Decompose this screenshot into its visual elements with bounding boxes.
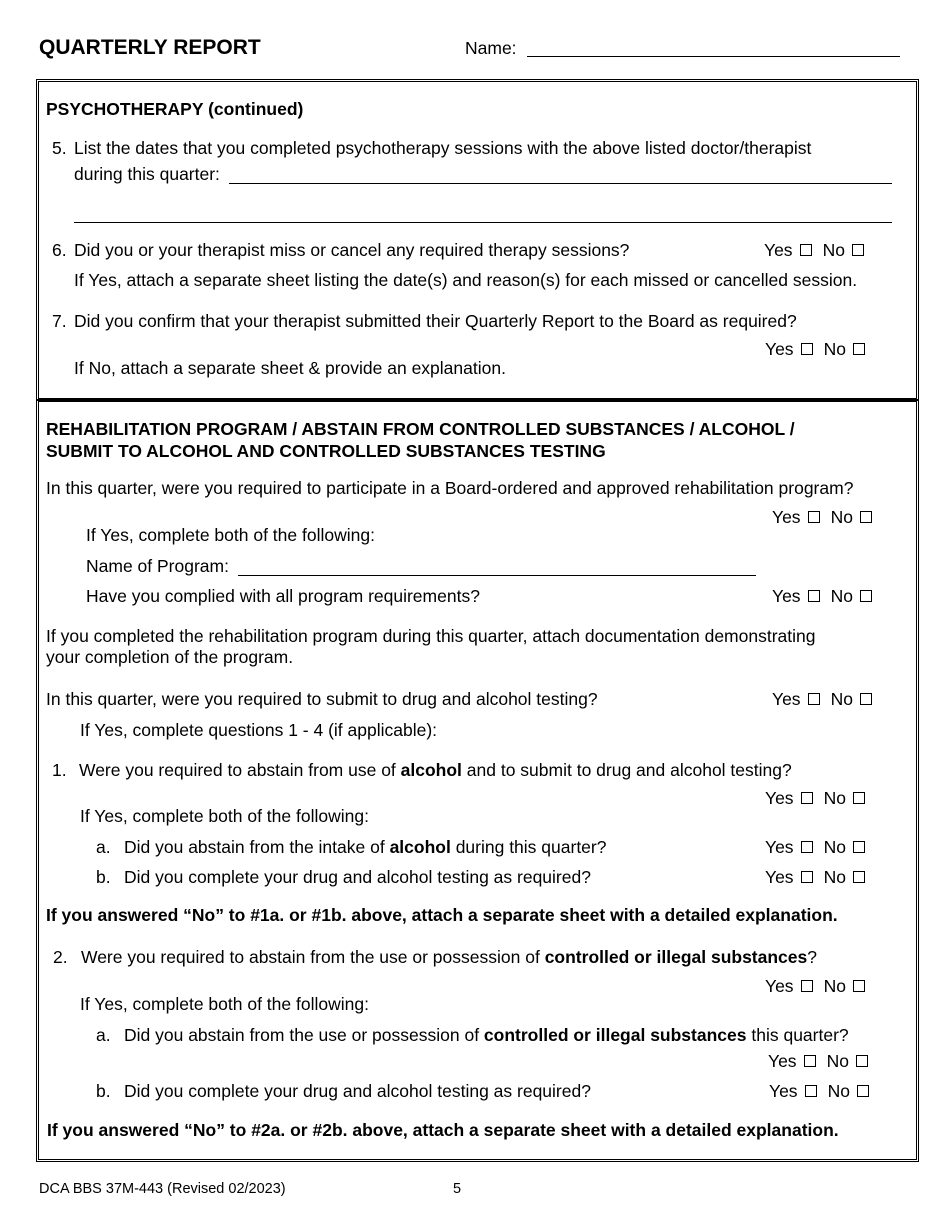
q2-text: Were you required to abstain from the use or possession of controlled or illegal substances?	[81, 947, 817, 967]
page-number: 5	[453, 1181, 462, 1197]
page-title: QUARTERLY REPORT	[39, 36, 261, 59]
program-name-field[interactable]	[238, 556, 756, 576]
yes-label: Yes	[772, 689, 801, 709]
yes-label: Yes	[772, 507, 801, 527]
no-label: No	[822, 240, 845, 260]
q5-dates-field-1[interactable]	[229, 164, 892, 184]
q2b-no-checkbox[interactable]	[857, 1085, 869, 1097]
q5-text-cont: during this quarter:	[74, 164, 220, 184]
q2-if-yes: If Yes, complete both of the following:	[80, 994, 369, 1014]
q1a-text: Did you abstain from the intake of alcohol during this quarter?	[124, 837, 607, 857]
testing-no-checkbox[interactable]	[860, 693, 872, 705]
q1a-no-checkbox[interactable]	[853, 841, 865, 853]
q2b-yes-checkbox[interactable]	[805, 1085, 817, 1097]
no-label: No	[830, 586, 853, 606]
psychotherapy-heading: PSYCHOTHERAPY (continued)	[46, 99, 304, 119]
q2a-text: Did you abstain from the use or possession of controlled or illegal substances this quarter?	[124, 1025, 849, 1045]
q1a-yes-checkbox[interactable]	[801, 841, 813, 853]
yes-label: Yes	[765, 837, 794, 857]
program-no-checkbox[interactable]	[860, 511, 872, 523]
testing-if-yes: If Yes, complete questions 1 - 4 (if applicable):	[80, 720, 438, 740]
yes-label: Yes	[764, 240, 793, 260]
q1-text: Were you required to abstain from use of alcohol and to submit to drug and alcohol testing?	[79, 760, 792, 780]
yes-label: Yes	[768, 1051, 797, 1071]
q2a-yes-checkbox[interactable]	[804, 1055, 816, 1067]
q1-no-checkbox[interactable]	[853, 792, 865, 804]
yes-label: Yes	[765, 976, 794, 996]
q6-text: Did you or your therapist miss or cancel any required therapy sessions?	[74, 240, 630, 260]
complied-yes-checkbox[interactable]	[808, 590, 820, 602]
q6-no-checkbox[interactable]	[852, 244, 864, 256]
complied-no-checkbox[interactable]	[860, 590, 872, 602]
program-name-label: Name of Program:	[86, 556, 229, 576]
q5-text: List the dates that you completed psychotherapy sessions with the above listed doctor/therapist	[74, 138, 812, 158]
q6-yes-checkbox[interactable]	[800, 244, 812, 256]
testing-yes-no	[772, 689, 872, 710]
rehab-heading-1: REHABILITATION PROGRAM / ABSTAIN FROM CONTROLLED SUBSTANCES / ALCOHOL /	[46, 419, 795, 439]
program-if-yes: If Yes, complete both of the following:	[86, 525, 375, 545]
q1b-yes-no	[765, 867, 865, 888]
q2-number: 2.	[53, 947, 68, 967]
complied-yes-no	[772, 586, 872, 607]
q6-note: If Yes, attach a separate sheet listing the date(s) and reason(s) for each missed or cancelled session.	[74, 270, 858, 290]
q1b-yes-checkbox[interactable]	[801, 871, 813, 883]
no-label: No	[830, 689, 853, 709]
q1b-text: Did you complete your drug and alcohol testing as required?	[124, 867, 591, 887]
q1-yes-no	[765, 788, 865, 809]
completed-note-1: If you completed the rehabilitation program during this quarter, attach documentation demonstrating	[46, 626, 816, 646]
q1-yes-checkbox[interactable]	[801, 792, 813, 804]
name-label: Name:	[465, 38, 517, 58]
q6-number: 6.	[52, 240, 67, 260]
q2a-yes-no	[768, 1051, 868, 1072]
no-label: No	[823, 976, 846, 996]
no-label: No	[823, 837, 846, 857]
q5-dates-field-2[interactable]	[74, 203, 892, 223]
no-label: No	[827, 1081, 850, 1101]
complied-question: Have you complied with all program requirements?	[86, 586, 480, 606]
no-label: No	[823, 339, 846, 359]
q1-number: 1.	[52, 760, 67, 780]
q2b-letter: b.	[96, 1081, 111, 1101]
program-question: In this quarter, were you required to participate in a Board-ordered and approved rehabilitation program?	[46, 478, 854, 498]
rehab-heading-2: SUBMIT TO ALCOHOL AND CONTROLLED SUBSTANCES TESTING	[46, 441, 606, 461]
q1-if-yes: If Yes, complete both of the following:	[80, 806, 369, 826]
q1a-yes-no	[765, 837, 865, 858]
no-label: No	[830, 507, 853, 527]
q2-warning: If you answered “No” to #2a. or #2b. above, attach a separate sheet with a detailed explanation.	[47, 1120, 839, 1140]
q7-yes-no	[765, 339, 865, 360]
q7-yes-checkbox[interactable]	[801, 343, 813, 355]
q2a-no-checkbox[interactable]	[856, 1055, 868, 1067]
q2-no-checkbox[interactable]	[853, 980, 865, 992]
q7-text: Did you confirm that your therapist submitted their Quarterly Report to the Board as required?	[74, 311, 797, 331]
form-id: DCA BBS 37M-443 (Revised 02/2023)	[39, 1181, 286, 1197]
no-label: No	[826, 1051, 849, 1071]
q1a-letter: a.	[96, 837, 111, 857]
q1b-letter: b.	[96, 867, 111, 887]
program-yes-no	[772, 507, 872, 528]
q2b-text: Did you complete your drug and alcohol testing as required?	[124, 1081, 591, 1101]
testing-question: In this quarter, were you required to submit to drug and alcohol testing?	[46, 689, 598, 709]
no-label: No	[823, 867, 846, 887]
q6-yes-no	[764, 240, 864, 261]
q7-note: If No, attach a separate sheet & provide an explanation.	[74, 358, 506, 378]
q1b-no-checkbox[interactable]	[853, 871, 865, 883]
no-label: No	[823, 788, 846, 808]
q5-number: 5.	[52, 138, 67, 158]
q2-yes-checkbox[interactable]	[801, 980, 813, 992]
q2-yes-no	[765, 976, 865, 997]
testing-yes-checkbox[interactable]	[808, 693, 820, 705]
program-yes-checkbox[interactable]	[808, 511, 820, 523]
yes-label: Yes	[765, 788, 794, 808]
yes-label: Yes	[765, 867, 794, 887]
yes-label: Yes	[772, 586, 801, 606]
q7-no-checkbox[interactable]	[853, 343, 865, 355]
q1-warning: If you answered “No” to #1a. or #1b. above, attach a separate sheet with a detailed explanation.	[46, 905, 838, 925]
yes-label: Yes	[765, 339, 794, 359]
name-field[interactable]	[527, 36, 900, 57]
q2a-letter: a.	[96, 1025, 111, 1045]
q2b-yes-no	[769, 1081, 869, 1102]
q7-number: 7.	[52, 311, 67, 331]
completed-note-2: your completion of the program.	[46, 647, 294, 667]
yes-label: Yes	[769, 1081, 798, 1101]
